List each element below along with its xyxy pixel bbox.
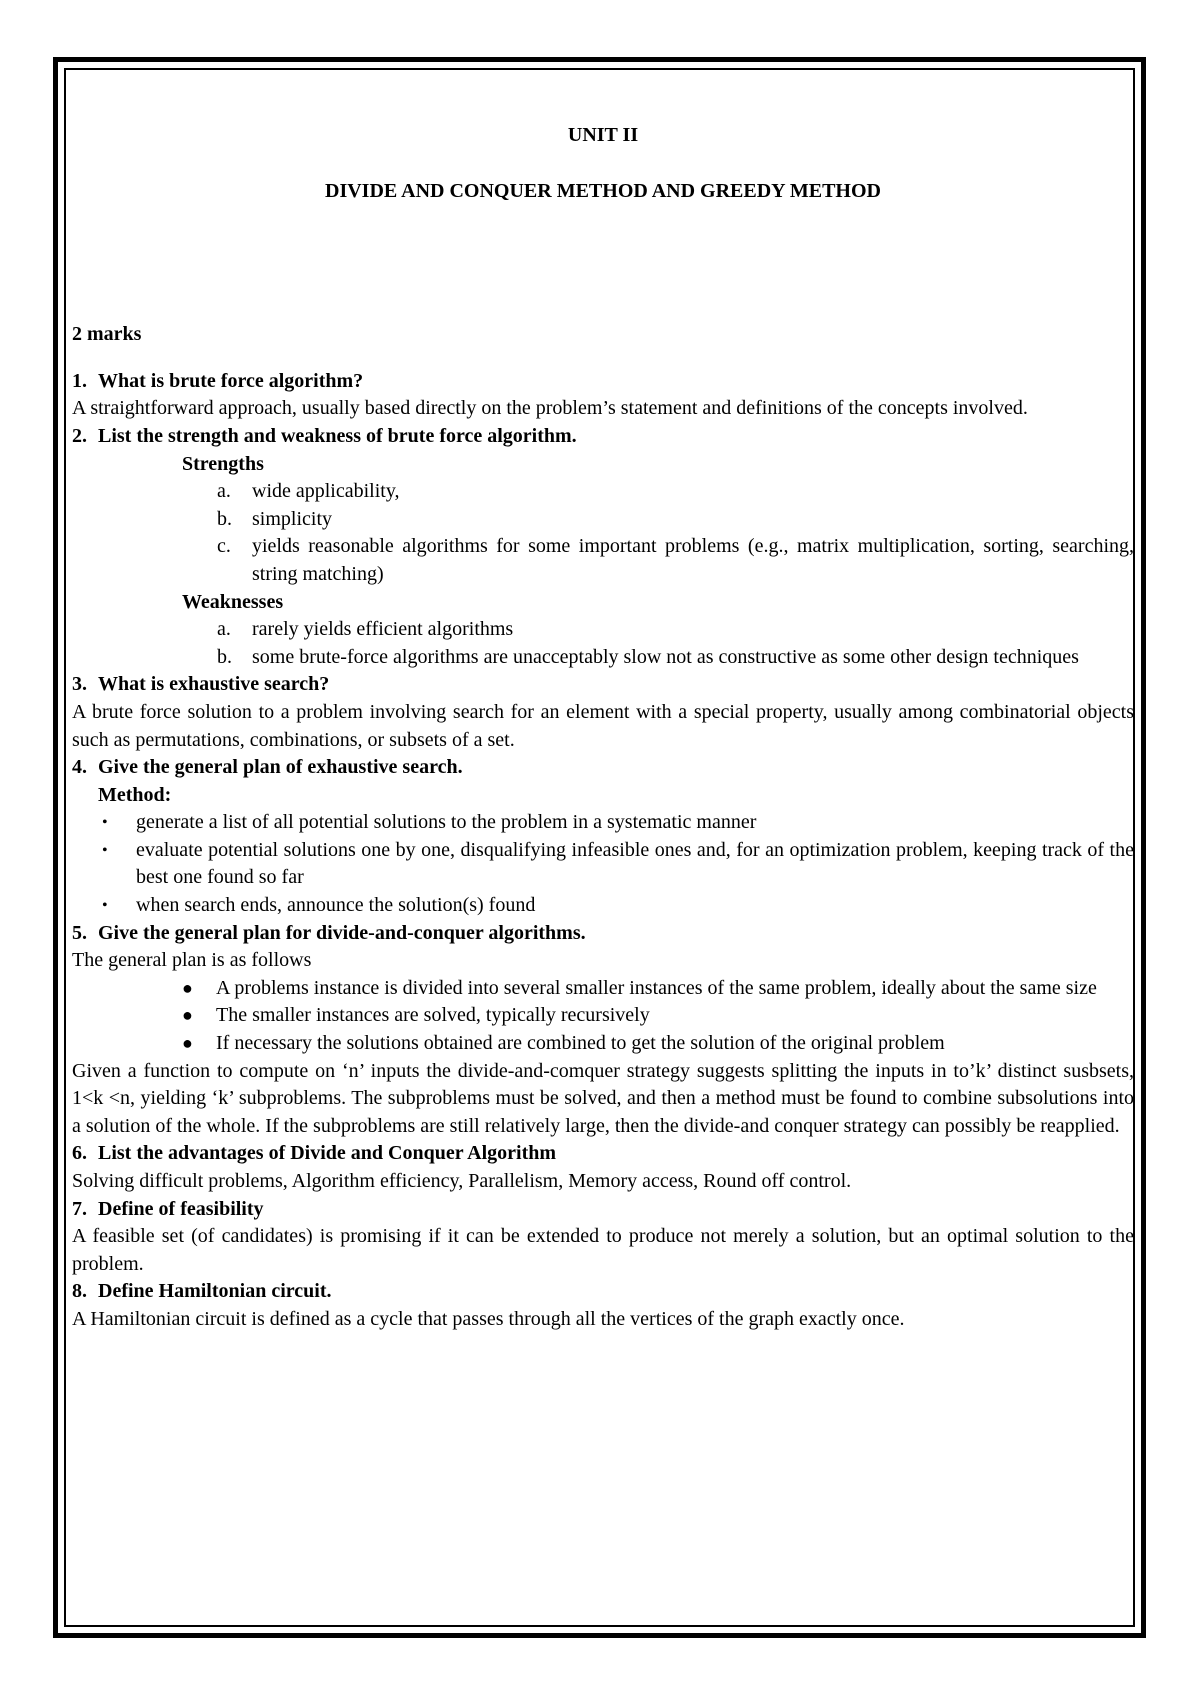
list-item xyxy=(72,975,1134,1003)
question-2 xyxy=(72,423,1134,451)
question-5 xyxy=(72,920,1134,948)
list-item-text: The smaller instances are solved, typically recursively xyxy=(216,1004,650,1027)
list-item-text: when search ends, announce the solution(s) found xyxy=(136,894,536,917)
answer-7: A feasible set (of candidates) is promising if it can be extended to produce not merely a solution, but an optimal solution to the problem. xyxy=(72,1225,1134,1275)
bullet-icon: • xyxy=(102,897,108,915)
question-4 xyxy=(72,754,1134,782)
list-item-text: wide applicability, xyxy=(252,480,400,503)
method-label: Method: xyxy=(98,783,172,806)
question-text: Define Hamiltonian circuit. xyxy=(98,1280,332,1303)
bullet-icon: ● xyxy=(182,977,193,998)
question-text: What is brute force algorithm? xyxy=(98,369,364,392)
question-text: Give the general plan for divide-and-conquer algorithms. xyxy=(98,921,586,944)
answer-5-intro: The general plan is as follows xyxy=(72,949,312,972)
weaknesses-label: Weaknesses xyxy=(182,590,284,613)
list-marker: c. xyxy=(217,535,231,558)
list-item xyxy=(72,644,1134,672)
list-item xyxy=(72,616,1134,644)
list-item xyxy=(72,506,1134,534)
answer-3: A brute force solution to a problem involving search for an element with a special property, usually among combinatorial objects such as permutations, combinations, or subsets of a set. xyxy=(72,700,1134,751)
question-number: 6. xyxy=(72,1142,87,1165)
list-item-text: rarely yields efficient algorithms xyxy=(252,618,514,641)
question-number: 8. xyxy=(72,1280,87,1303)
list-marker: a. xyxy=(217,618,231,641)
question-text: List the strength and weakness of brute force algorithm. xyxy=(98,424,577,447)
bullet-icon: • xyxy=(102,841,108,859)
list-item xyxy=(72,533,1134,588)
question-number: 2. xyxy=(72,424,87,447)
question-8 xyxy=(72,1278,1134,1306)
document-body xyxy=(72,122,1134,1334)
question-text: Give the general plan of exhaustive search. xyxy=(98,756,463,779)
list-item xyxy=(72,837,1134,892)
list-item-text: evaluate potential solutions one by one, disqualifying infeasible ones and, for an optimization problem, keeping track of the best one found so far xyxy=(136,838,1134,889)
question-number: 3. xyxy=(72,673,87,696)
question-7 xyxy=(72,1196,1134,1224)
list-marker: a. xyxy=(217,480,231,503)
answer-6: Solving difficult problems, Algorithm efficiency, Parallelism, Memory access, Round off control. xyxy=(72,1170,852,1192)
list-item xyxy=(72,478,1134,506)
question-6 xyxy=(72,1140,1134,1168)
question-1 xyxy=(72,368,1134,396)
list-item xyxy=(72,1030,1134,1058)
list-item-text: generate a list of all potential solutions to the problem in a systematic manner xyxy=(136,811,757,834)
strengths-label: Strengths xyxy=(182,452,264,475)
question-number: 1. xyxy=(72,369,87,392)
list-item-text: simplicity xyxy=(252,507,332,530)
question-text: What is exhaustive search? xyxy=(98,673,330,696)
list-item-text: A problems instance is divided into several smaller instances of the same problem, ideally about the same size xyxy=(216,976,1097,999)
question-text: Define of feasibility xyxy=(98,1197,264,1220)
bullet-icon: ● xyxy=(182,1005,193,1026)
list-item xyxy=(72,892,1134,920)
question-number: 4. xyxy=(72,756,87,779)
question-text: List the advantages of Divide and Conquer Algorithm xyxy=(98,1142,557,1165)
answer-1: A straightforward approach, usually based directly on the problem’s statement and definitions of the concepts involved. xyxy=(72,397,1028,420)
bullet-icon: • xyxy=(102,814,108,832)
list-marker: b. xyxy=(217,507,232,530)
section-heading: 2 marks xyxy=(72,323,142,346)
answer-5: Given a function to compute on ‘n’ inputs the divide-and-comquer strategy suggests splitting the inputs in to’k’ distinct susbsets, 1<k <n, yielding ‘k’ subproblems. The subproblems must be solved, and then a method must be found to combine subsolutions into a solution of the whole. If the subproblems are still relatively large, then the divide-and conquer strategy can possibly be reapplied. xyxy=(72,1059,1134,1137)
list-item xyxy=(72,1002,1134,1030)
unit-heading: UNIT II xyxy=(567,124,639,146)
answer-8: A Hamiltonian circuit is defined as a cycle that passes through all the vertices of the graph exactly once. xyxy=(72,1307,905,1330)
question-3 xyxy=(72,671,1134,699)
document-title: DIVIDE AND CONQUER METHOD AND GREEDY METHOD xyxy=(325,179,881,202)
list-item-text: If necessary the solutions obtained are combined to get the solution of the original problem xyxy=(216,1032,945,1055)
list-item-text: some brute-force algorithms are unacceptably slow not as constructive as some other design techniques xyxy=(252,645,1079,668)
list-marker: b. xyxy=(217,645,232,668)
question-number: 7. xyxy=(72,1197,87,1220)
question-number: 5. xyxy=(72,921,87,944)
list-item-text: yields reasonable algorithms for some important problems (e.g., matrix multiplication, sorting, searching, string matching) xyxy=(252,535,1134,585)
list-item xyxy=(72,809,1134,837)
bullet-icon: ● xyxy=(182,1033,193,1054)
